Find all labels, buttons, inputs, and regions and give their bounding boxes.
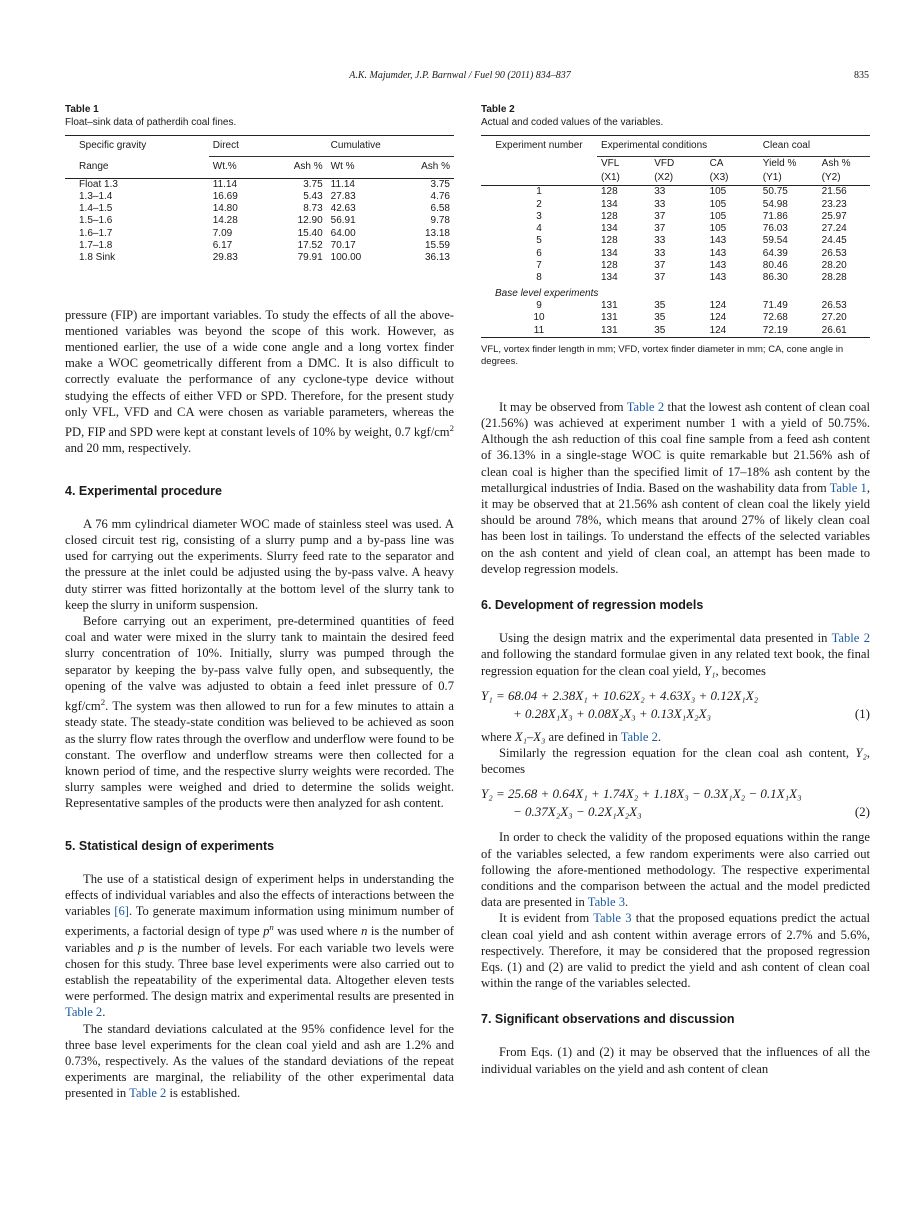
table-link[interactable]: Table 2 [831,631,870,646]
table-row [481,235,870,247]
table1 [65,103,454,265]
table-cell: 7.09 [212,227,233,239]
left-body-text [65,307,454,1102]
table-cell: 15.59 [424,240,450,252]
table-cell: 33 [654,235,666,247]
table-cell: 1.3–1.4 [79,190,113,202]
table-cell: 23.23 [821,198,847,210]
equation-number: (2) [854,804,870,820]
table2-group-exp: Experiment number [495,140,583,152]
table-cell: 37 [654,272,666,284]
table-cell: Float 1.3 [79,178,118,190]
table-cell: 105 [709,198,727,210]
table2-body [481,186,870,285]
table1-group-sg: Specific gravity [79,140,147,152]
table-cell: 37 [654,210,666,222]
table-cell: 14.80 [212,203,238,215]
table-cell: 33 [654,186,666,198]
page-number: 835 [854,70,869,81]
table-cell: 24.45 [821,235,847,247]
table-cell: 134 [601,247,618,259]
table-cell: 124 [709,312,727,324]
table-cell: 79.91 [297,252,323,264]
table-cell: 105 [709,223,727,235]
table-cell: 35 [654,312,666,324]
section-heading: 6. Development of regression models [481,598,704,613]
table-cell: 3 [536,210,542,222]
table-cell: 8.73 [303,203,323,215]
table-row [481,312,870,324]
table2-code: (X3) [709,172,729,184]
table-cell: 143 [709,260,727,272]
table1-col-header: Wt.% [212,161,237,173]
table-cell: 128 [601,210,618,222]
table2-group-clean: Clean coal [759,136,870,157]
table-cell: 128 [601,260,618,272]
paragraph: It is evident from Table 3 that the proposed equations predict the actual clean coal yield and ash content within average errors of 2.7% and 5.6%, respectively. Therefore, it may be considered that the proposed regression Eqs. (1) and (2) are valid to predict the yield and ash content of clean coal within the range of the variables selected. [481,911,870,991]
paragraph: The standard deviations calculated at the 95% confidence level for the three base level experiments for the clean coal yield and ash are 1.2% and 0.73%, respectively. As the values of the standard deviations of the repeat experiments are marginal, the reliability of the other experimental data presented in Table 2 is established. [65,1021,454,1101]
equation-number: (1) [854,705,870,721]
right-body-text [481,399,870,1077]
table-link[interactable]: Table 1 [829,480,867,495]
table-row [481,211,870,223]
table-cell: 143 [709,247,727,259]
table2-code: (X2) [654,172,674,184]
table-cell: 1.7–1.8 [79,240,113,252]
table-cell: 4.76 [430,190,450,202]
table2-col-header: VFD [654,158,675,170]
table2-label: Table 2 [481,104,515,115]
table-link[interactable]: Table 2 [620,729,658,744]
table1-label: Table 1 [65,104,99,115]
table-cell: 131 [601,299,618,311]
paragraph: From Eqs. (1) and (2) it may be observed that the influences of all the individual variables on the yield and ash content of clean [481,1045,870,1076]
table-cell: 50.75 [762,186,788,198]
table-cell: 1.6–1.7 [79,227,113,239]
table-cell: 14.28 [212,215,238,227]
section-heading: 4. Experimental procedure [65,483,223,498]
table-cell: 26.53 [821,299,847,311]
table-cell: 1.4–1.5 [79,203,113,215]
table-row [65,215,454,227]
table-cell: 6 [536,247,542,259]
paragraph: It may be observed from Table 2 that the lowest ash content of clean coal (21.56%) was achieved at experiment number 1 with a yield of 50.75%. Although the ash reduction of this coal fine sample from a feed ash content of 36.13% in a single-stage WOC is quite remarkable but 21.56% ash of clean coal is higher than the specified limit of 17–18% ash content by the metallurgical industries of India. Based on the washability data from Table 1, it may be observed that at 21.56% ash content of clean coal the likely yield should be around 78%, which means that around 27% of likely clean coal has been lost in tailings. To understand the effects of the selected variables on the ash content and yield of clean coal, an attempt has been made to develop regression models. [481,399,871,576]
table-cell: 143 [709,272,727,284]
table-link[interactable]: Table 3 [593,911,632,926]
table-row [65,203,454,215]
table2-base-body [481,300,870,337]
table-cell: 5 [536,235,542,247]
table-cell: 27.83 [330,190,356,202]
table-cell: 25.97 [821,210,847,222]
table1-title: Float–sink data of patherdih coal fines. [65,117,237,128]
table1-group-cumulative: Cumulative [327,136,454,157]
paragraph: The use of a statistical design of experiment helps in understanding the effects of individual variables and also the effects of interactions between the variables [6]. To generate maximum information using minimum number of experiments, a factorial design of type $p^n$ was used where n is the number of variables and p is the number of levels. For each variable two levels were chosen for this study. Three base level experiments were also carried out to establish the repeatability of the experimental data. Altogether eleven tests were performed. The design matrix and experimental results are presented in Table 2. [65,871,454,1020]
table-cell: 6.17 [212,240,233,252]
table-cell: 36.13 [424,252,450,264]
table-cell: 72.68 [762,312,788,324]
table2-footnote: VFL, vortex finder length in mm; VFD, vortex finder diameter in mm; CA, cone angle in degrees. [481,343,844,368]
table-cell: 11 [533,324,545,336]
table-cell: 124 [709,324,727,336]
table-cell: 3.75 [303,178,323,190]
table-cell: 13.18 [424,227,450,239]
table-cell: 16.69 [212,190,238,202]
table2-code: (Y2) [821,172,841,184]
table2-group-conditions: Experimental conditions [597,136,759,157]
table-row [65,178,454,191]
table-row [481,248,870,260]
table-cell: 64.00 [330,227,356,239]
table1-col-header: Ash % [421,161,450,173]
table-cell: 105 [709,186,727,198]
table-cell: 131 [601,312,618,324]
paragraph: Using the design matrix and the experimental data presented in Table 2 and following the standard formulae given in any related text book, the final regression equation for the clean coal yield, Y₁, becomes [481,631,870,678]
table-row [481,199,870,211]
paragraph: A 76 mm cylindrical diameter WOC made of stainless steel was used. A closed circuit test rig, consisting of a slurry pump and a by-pass line was used for carrying out the experiments. Slurry feed rate to the separator and the pressure at the inlet could be adjusted using the by-pass valve. A heavy duty stirrer was fitted horizontally at the bottom level of the slurry tank to keep the slurry in uniform suspension. [65,516,454,612]
table-cell: 134 [601,272,618,284]
table1-body [65,178,454,265]
table-cell: 27.24 [821,223,847,235]
table-cell: 54.98 [762,198,788,210]
table-cell: 27.20 [821,312,847,324]
running-header [0,70,920,86]
equation-2: Y₂ = 25.68 + 0.64X₁ + 1.74X₂ + 1.18X₃ − 0.3X₁X₂ − 0.1X₁X₃ − 0.37X₂X₃ − 0.2X₁X₂X₃ (2) [481,786,870,820]
table-cell: 100.00 [330,252,362,264]
table2-col-header: VFL [601,158,620,170]
paragraph: where X₁–X₃ are defined in Table 2. [481,729,662,744]
table-cell: 11.14 [212,178,238,190]
table-cell: 26.53 [821,247,847,259]
table-cell: 37 [654,260,666,272]
table-cell: 80.46 [762,260,788,272]
table-cell: 35 [654,299,666,311]
table-cell: 5.43 [303,190,323,202]
table-cell: 1 [536,186,542,198]
table-row [481,325,870,338]
table-cell: 4 [536,223,542,235]
table-link[interactable]: Table 2 [129,1086,167,1101]
table-row [65,191,454,203]
paragraph: Similarly the regression equation for the clean coal ash content, Y₂, becomes [481,745,870,777]
table1-grid [65,135,454,265]
table-cell: 17.52 [297,240,323,252]
table-row [481,260,870,272]
table-cell: 33 [654,198,666,210]
table-row [481,186,870,199]
table-cell: 28.28 [821,272,847,284]
table2-col-header: Ash % [821,158,851,170]
left-column [65,103,454,1102]
table-cell: 11.14 [330,178,355,190]
table-cell: 128 [601,235,618,247]
table-cell: 1.8 Sink [79,252,116,264]
table-cell: 28.20 [821,260,847,272]
table-cell: 9 [536,299,542,311]
paragraph: pressure (FIP) are important variables. To study the effects of all the above-mentioned variables was beyond the scope of this work. However, as mentioned earlier, the use of a wide cone angle and a long vortex finder make a WOC geometrically different from a DMC. It is also difficult to correctly evaluate the performance of any cyclone-type device without studying the effects of either VFD or SPD. Therefore, for the present study only VFL, VFD and CA were chosen as variable parameters, whereas the PD, FIP and SPD were kept at constant levels of 10% by weight, 0.7 kgf/$cm^2$ and 20 mm, respectively. [65,307,454,456]
equation-1: Y₁ = 68.04 + 2.38X₁ + 10.62X₂ + 4.63X₃ + 0.12X₁X₂ + 0.28X₁X₃ + 0.08X₂X₃ + 0.13X₁X₂X₃ (1) [481,687,870,721]
table-row [481,272,870,284]
table-cell: 131 [601,324,618,336]
table-link[interactable]: Table 3 [587,895,625,910]
table-cell: 70.17 [330,240,356,252]
table-cell: 71.49 [762,299,788,311]
right-column [481,103,870,1077]
table-cell: 71.86 [762,210,788,222]
table-cell: 86.30 [762,272,788,284]
table-cell: 124 [709,299,727,311]
table-cell: 3.75 [430,178,450,190]
table-cell: 10 [533,312,545,324]
table-cell: 72.19 [762,324,788,336]
table-cell: 7 [536,260,542,272]
table-row [65,240,454,252]
table-cell: 56.91 [330,215,356,227]
table2-code: (Y1) [762,172,782,184]
paragraph: In order to check the validity of the proposed equations within the range of the variables selected, a few random experiments were also carried out following the afore-mentioned methodology. The respective experimental conditions and the comparison between the actual and the model predicted data are presented in Table 3. [481,830,870,910]
table2-col-header: Yield % [762,158,797,170]
table-cell: 1.5–1.6 [79,215,113,227]
table2 [481,103,870,369]
section-heading: 5. Statistical design of experiments [65,838,275,853]
citation-link[interactable]: [6] [114,903,129,918]
table-link[interactable]: Table 2 [65,1005,103,1020]
table-row [65,252,454,264]
table-cell: 76.03 [762,223,788,235]
table-row [65,228,454,240]
table-cell: 128 [601,186,618,198]
table2-col-header: CA [709,158,724,170]
journal-citation: A.K. Majumder, J.P. Barnwal / Fuel 90 (2011) 834–837 [349,70,571,81]
table-cell: 143 [709,235,727,247]
table-cell: 2 [536,198,542,210]
table-cell: 9.78 [430,215,450,227]
table1-group-direct: Direct [209,136,327,157]
table-cell: 8 [536,272,542,284]
table2-grid [481,135,870,338]
table1-col-header: Range [79,161,109,173]
table-cell: 59.54 [762,235,788,247]
table-cell: 134 [601,223,618,235]
table2-base-label: Base level experiments [495,287,599,299]
table-cell: 29.83 [212,252,238,264]
table-cell: 15.40 [297,227,323,239]
table-cell: 21.56 [821,186,847,198]
table-cell: 134 [601,198,618,210]
table-cell: 26.61 [821,324,847,336]
table2-title: Actual and coded values of the variables. [481,117,664,128]
paragraph: Before carrying out an experiment, pre-determined quantities of feed coal and water were mixed in the slurry tank to maintain the desired feed slurry concentration of 10%. Initially, slurry was pumped through the separator by keeping the by-pass valve fully open, and subsequently, the opening of the valve was adjusted to obtain a feed inlet pressure of 0.7 kgf/$cm^2$. The system was then allowed to run for a few minutes to attain a steady state. The steady-state condition was believed to be achieved as soon as the slurry flow rates through the overflow and underflow were found to be constant. The overflow and underflow streams were then collected for a known period of time, and the respective slurry weights were recorded. The slurry samples were weighed and dried to determine the solids weight. Representative samples of the products were then analyzed for ash content. [65,613,454,811]
table-cell: 35 [654,324,666,336]
table-cell: 105 [709,210,727,222]
table2-code: (X1) [601,172,620,184]
table-row [481,223,870,235]
table-link[interactable]: Table 2 [626,399,665,414]
table1-col-header: Ash % [293,161,323,173]
table-cell: 42.63 [330,203,356,215]
table-cell: 6.58 [430,203,450,215]
table-cell: 37 [654,223,666,235]
table-cell: 33 [654,247,666,259]
table-cell: 12.90 [297,215,323,227]
section-heading: 7. Significant observations and discussion [481,1012,735,1027]
table1-col-header: Wt % [330,161,355,173]
table-cell: 64.39 [762,247,788,259]
table-row [481,300,870,312]
